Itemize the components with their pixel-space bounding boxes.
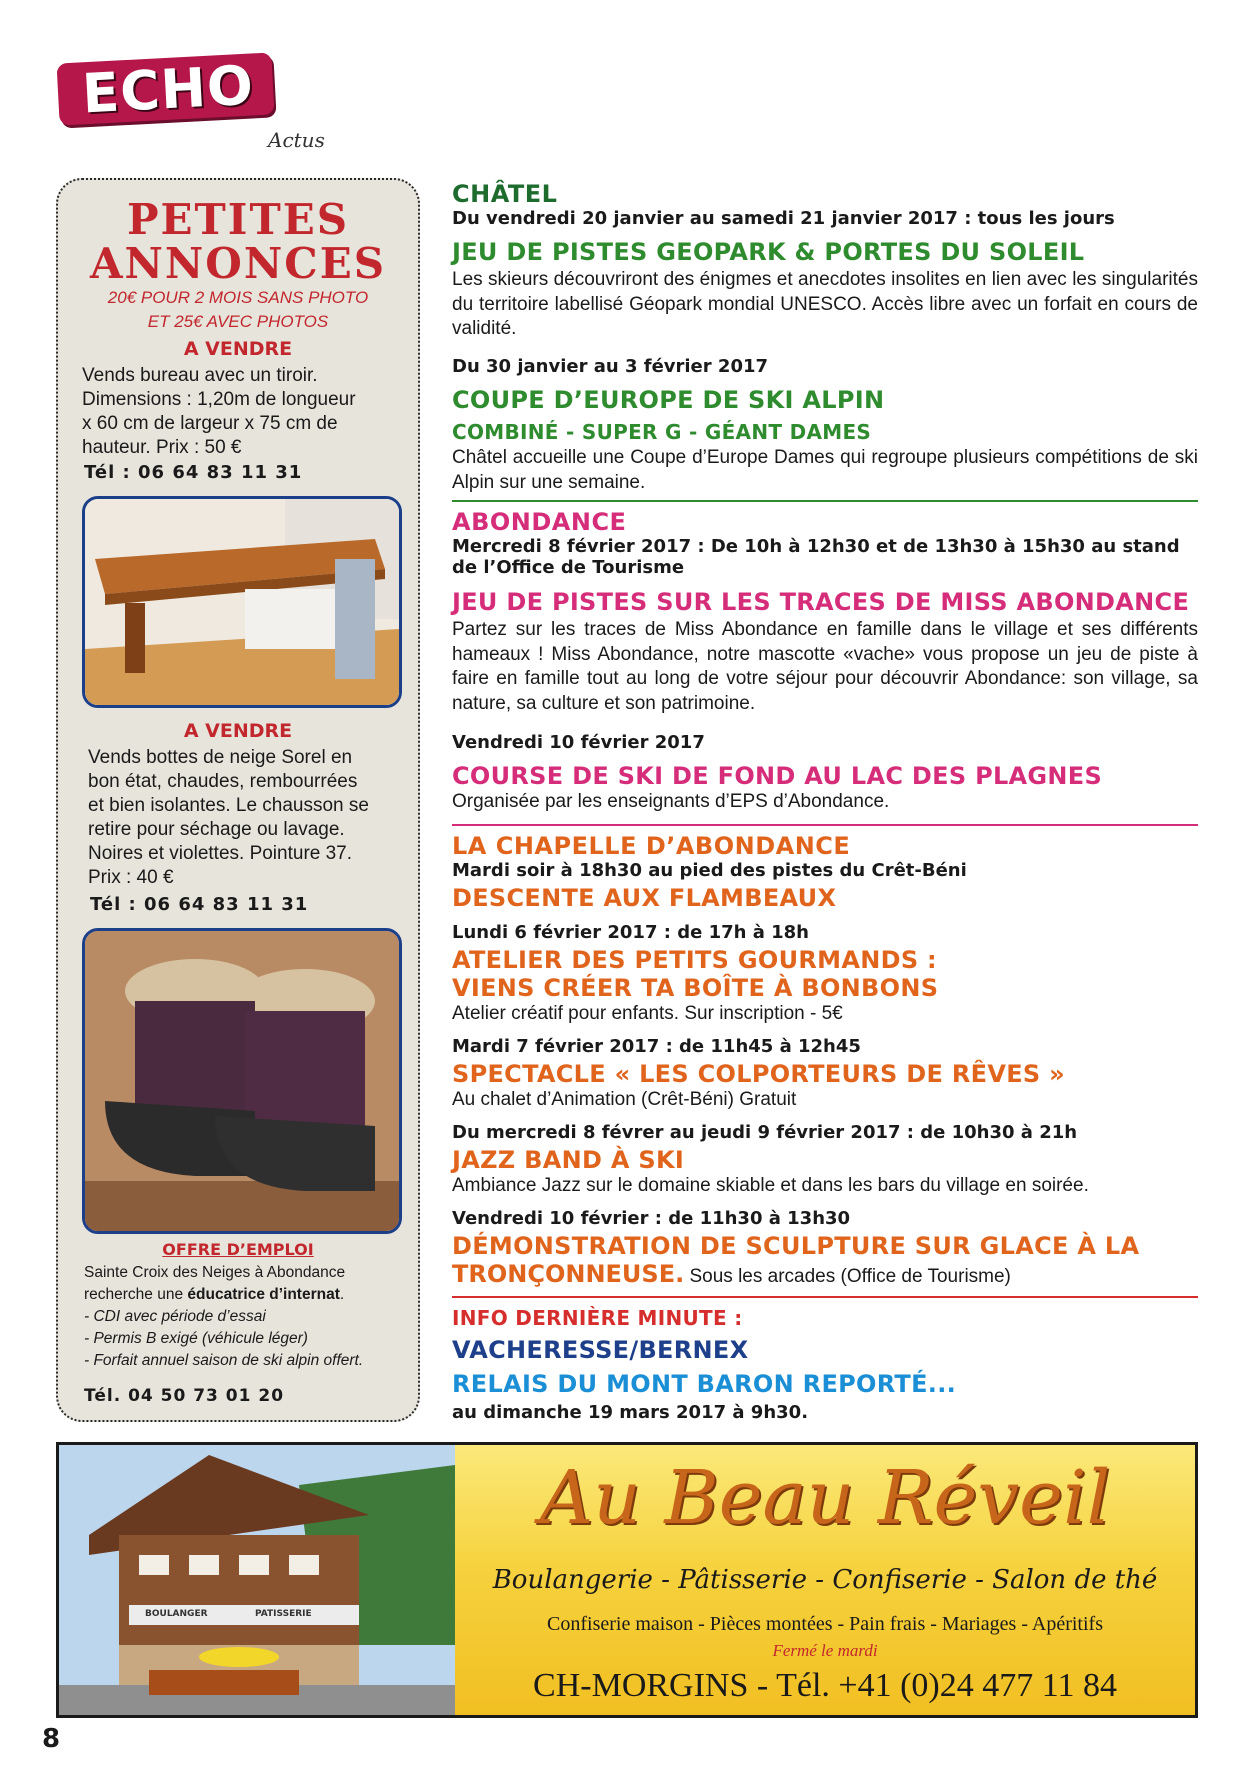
chatel-date-2: Du 30 janvier au 3 février 2017 [452,356,769,377]
job-line2-post: . [339,1286,345,1303]
chapelle-date-4: Du mercredi 8 févrer au jeudi 9 février 2017 : de 10h30 à 21h [452,1122,1078,1143]
job-line1: Sainte Croix des Neiges à Abondance [84,1264,346,1281]
ad1-description [82,364,412,460]
classifieds-price-line1: 20€ POUR 2 MOIS SANS PHOTO [107,288,369,307]
boots-illustration [85,931,399,1231]
job-line2 [84,1284,414,1306]
classifieds-price-line2: ET 25€ AVEC PHOTOS [147,312,329,331]
classifieds-title-line1: PETITES [126,195,350,244]
chapelle-date-3: Mardi 7 février 2017 : de 11h45 à 12h45 [452,1036,861,1057]
classifieds-pricing [70,286,406,334]
chalet-illustration [59,1445,455,1715]
bakery-name: Au Beau Réveil [539,1455,1111,1541]
ad2-line: Vends bottes de neige Sorel en [88,747,353,768]
job-line2-pre: recherche une [84,1286,188,1303]
abondance-date-1: Mercredi 8 février 2017 : De 10h à 12h30 et de 13h30 à 15h30 au stand de l’Office de Tourisme [452,536,1180,578]
chatel-event-1-title: JEU DE PISTES GEOPARK & PORTES DU SOLEIL [452,238,1085,266]
chapelle-event-2-body: Atelier créatif pour enfants. Sur inscription - 5€ [452,1003,843,1024]
abondance-event-2-title: COURSE DE SKI DE FOND AU LAC DES PLAGNES [452,762,1103,790]
job-bullet: - Permis B exigé (véhicule léger) [84,1330,308,1347]
abondance-event-1-title: JEU DE PISTES SUR LES TRACES DE MISS ABONDANCE [452,588,1190,616]
bakery-advertisement [56,1442,1198,1718]
bakery-chalet-photo [59,1445,455,1715]
lastminute-heading: INFO DERNIÈRE MINUTE : [452,1306,743,1330]
chapelle-event-4-body: Ambiance Jazz sur le domaine skiable et dans les bars du village en soirée. [452,1175,1089,1196]
job-bullet: - CDI avec période d’essai [84,1308,266,1325]
chapelle-event-5-body: Sous les arcades (Office de Tourisme) [684,1266,1011,1287]
ad1-line: hauteur. Prix : 50 € [82,437,242,458]
job-bullet: - Forfait annuel saison de ski alpin offert. [84,1352,364,1369]
lastminute-date: au dimanche 19 mars 2017 à 9h30. [452,1402,809,1423]
chapelle-event-1-title: DESCENTE AUX FLAMBEAUX [452,884,837,912]
lastminute-title: RELAIS DU MONT BARON REPORTÉ... [452,1370,957,1398]
ad2-line: Noires et violettes. Pointure 37. [88,843,353,864]
chatel-event-2-body: Châtel accueille une Coupe d’Europe Dames qui regroupe plusieurs compétitions de ski Alpin sur une semaine. [452,447,1198,493]
job-heading: OFFRE D’EMPLOI [162,1240,314,1259]
job-position: éducatrice d’internat [187,1286,340,1303]
ad2-line: Prix : 40 € [88,867,174,888]
chatel-event-1-body: Les skieurs découvriront des énigmes et anecdotes insolites en lien avec les singularités du territoire labellisé Géopark mondial UNESCO. Accès libre avec un forfait en cours de validité. [452,269,1198,339]
chapelle-event-3-title: SPECTACLE « LES COLPORTEURS DE RÊVES » [452,1060,1065,1088]
chapelle-event-3-body: Au chalet d’Animation (Crêt-Béni) Gratuit [452,1089,797,1110]
chapelle-event-2-title-a: ATELIER DES PETITS GOURMANDS : [452,946,937,974]
bakery-subtitle: Boulangerie - Pâtisserie - Confiserie - Salon de thé [492,1565,1158,1595]
abondance-date-2: Vendredi 10 février 2017 [452,732,705,753]
section-divider [452,824,1198,826]
chatel-date-1: Du vendredi 20 janvier au samedi 21 janvier 2017 : tous les jours [452,208,1115,229]
ad1-line: x 60 cm de largeur x 75 cm de [82,413,338,434]
desk-illustration [85,499,399,705]
ad2-heading: A VENDRE [183,720,293,742]
ad2-phone: Tél : 06 64 83 11 31 [90,894,309,915]
echo-logo-text: ECHO [80,53,256,126]
ad2-line: retire pour séchage ou lavage. [88,819,345,840]
shop-sign-boulanger: BOULANGER [145,1609,208,1619]
ad2-line: et bien isolantes. Le chausson se [88,795,369,816]
shop-sign-patisserie: PATISSERIE [255,1609,312,1619]
bakery-contact: CH-MORGINS - Tél. +41 (0)24 477 11 84 [533,1667,1117,1704]
bakery-closed-day: Fermé le mardi [772,1641,878,1660]
ad1-line: Dimensions : 1,20m de longueur [82,389,356,410]
lastminute-town: VACHERESSE/BERNEX [452,1336,749,1364]
chapelle-heading: LA CHAPELLE D’ABONDANCE [452,832,851,860]
chapelle-event-5-title-b: TRONÇONNEUSE. [452,1260,685,1288]
bakery-services: Confiserie maison - Pièces montées - Pain frais - Mariages - Apéritifs [547,1613,1103,1635]
echo-logo-subtitle: Actus [268,128,325,152]
chatel-heading: CHÂTEL [452,180,558,208]
classifieds-title-line2: ANNONCES [89,239,387,288]
chapelle-event-4-title: JAZZ BAND À SKI [452,1146,685,1174]
ad1-heading: A VENDRE [183,338,293,360]
abondance-event-2-body: Organisée par les enseignants d’EPS d’Abondance. [452,791,890,812]
chapelle-event-5-line2 [452,1260,1198,1288]
ad1-phone: Tél : 06 64 83 11 31 [84,462,303,483]
ad2-line: bon état, chaudes, rembourrées [88,771,358,792]
abondance-heading: ABONDANCE [452,508,627,536]
ad1-line: Vends bureau avec un tiroir. [82,365,318,386]
boots-photo [82,928,402,1234]
section-divider [452,500,1198,502]
bakery-info-panel [455,1445,1195,1715]
page-number: 8 [42,1724,61,1754]
chapelle-event-5-title-a: DÉMONSTRATION DE SCULPTURE SUR GLACE À LA [452,1232,1140,1260]
ad2-description [88,746,418,890]
chapelle-date-2: Lundi 6 février 2017 : de 17h à 18h [452,922,809,943]
chatel-event-2-title: COUPE D’EUROPE DE SKI ALPIN [452,386,885,414]
job-phone: Tél. 04 50 73 01 20 [84,1386,285,1406]
section-divider [452,1296,1198,1298]
chapelle-event-2-title-b: VIENS CRÉER TA BOÎTE À BONBONS [452,974,939,1002]
chapelle-date-1: Mardi soir à 18h30 au pied des pistes du Crêt-Béni [452,860,967,881]
classifieds-title [70,195,406,288]
desk-photo [82,496,402,708]
job-description [84,1262,414,1372]
chatel-event-2-subtitle: COMBINÉ - SUPER G - GÉANT DAMES [452,420,872,444]
abondance-event-1-body: Partez sur les traces de Miss Abondance en famille dans le village et ses différents hameaux ! Miss Abondance, notre mascotte «vache» vous propose un jeu de piste à faire en famille tout au long de votre séjour pour découvrir Abondance: son village, sa nature, sa culture et son patrimoine. [452,619,1198,714]
chapelle-date-5: Vendredi 10 février : de 11h30 à 13h30 [452,1208,851,1229]
